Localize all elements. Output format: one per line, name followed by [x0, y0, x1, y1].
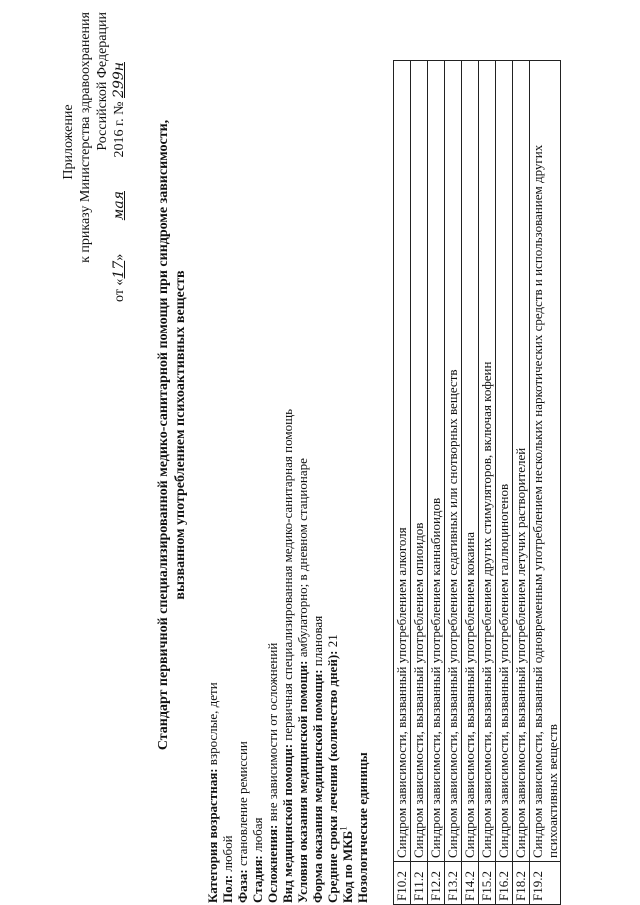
param-sex: Пол: любой: [220, 835, 235, 903]
param-care-type: Вид медицинской помощи: первичная специализированная медико-санитарная помощь: [280, 408, 295, 903]
table-row: [394, 61, 411, 905]
nosology-table: [393, 60, 561, 905]
icd-code-cell: F11.2: [411, 862, 428, 905]
param-treatment-duration: Средние сроки лечения (количество дней): 21: [325, 634, 340, 903]
approval-country: Российской Федерации: [95, 12, 110, 151]
icd-code-cell: F14.2: [462, 862, 479, 905]
handwritten-day: 17: [111, 260, 127, 279]
diagnosis-cell: Синдром зависимости, вызванный употреблением кокаина: [462, 61, 479, 862]
approval-block: [60, 12, 128, 342]
diagnosis-cell: Синдром зависимости, вызванный употреблением алкоголя: [394, 61, 411, 862]
table-row: [479, 61, 496, 905]
document-title: Стандарт первичной специализированной медико-санитарной помощи при синдроме зависимости, вызванном употреблением психоактивных веществ: [156, 119, 188, 751]
table-row: [513, 61, 530, 905]
standard-parameters: [205, 203, 370, 903]
icd-code-cell: F13.2: [445, 862, 462, 905]
param-icd-code: Код по МКБ$^1$: [338, 826, 355, 903]
diagnosis-cell: Синдром зависимости, вызванный употреблением летучих растворителей: [513, 61, 530, 862]
icd-code-cell: F18.2: [513, 862, 530, 905]
param-care-conditions: Условия оказания медицинской помощи: амбулаторно; в дневном стационаре: [295, 458, 310, 903]
icd-code-cell: F10.2: [394, 862, 411, 905]
param-complications: Осложнения: вне зависимости от осложнений: [265, 642, 280, 903]
table-row: [530, 61, 561, 905]
diagnosis-cell: Синдром зависимости, вызванный употреблением седативных или снотворных веществ: [445, 61, 462, 862]
approval-date-line: от «17» мая 2016 г. № 299н: [111, 62, 127, 302]
diagnosis-cell: Синдром зависимости, вызванный употреблением галлюциногенов: [496, 61, 513, 862]
approval-order-ref: к приказу Министерства здравоохранения: [78, 12, 93, 263]
param-stage: Стадия: любая: [250, 817, 265, 903]
table-row: [496, 61, 513, 905]
diagnosis-cell: Синдром зависимости, вызванный употреблением каннабиоидов: [428, 61, 445, 862]
footnote-marker: 1: [338, 826, 349, 831]
icd-code-cell: F16.2: [496, 862, 513, 905]
table-row: [411, 61, 428, 905]
icd-code-cell: F19.2: [530, 862, 561, 905]
table-row: [445, 61, 462, 905]
diagnosis-cell: Синдром зависимости, вызванный одновременным употреблением нескольких наркотических средств и использованием других психоактивных веществ: [530, 61, 561, 862]
diagnosis-cell: Синдром зависимости, вызванный употреблением других стимуляторов, включая кофеин: [479, 61, 496, 862]
handwritten-order-number: 299н: [111, 62, 127, 98]
param-nosology-heading: Нозологические единицы: [355, 752, 370, 903]
icd-code-cell: F15.2: [479, 862, 496, 905]
handwritten-month: мая: [111, 191, 127, 221]
table-row: [462, 61, 479, 905]
diagnosis-cell: Синдром зависимости, вызванный употреблением опиоидов: [411, 61, 428, 862]
table-row: [428, 61, 445, 905]
approval-heading: Приложение: [61, 104, 76, 180]
param-phase: Фаза: становление ремиссии: [235, 741, 250, 903]
param-care-form: Форма оказания медицинской помощи: плановая: [310, 615, 325, 903]
icd-code-cell: F12.2: [428, 862, 445, 905]
param-age: Категория возрастная: взрослые, дети: [205, 682, 220, 903]
